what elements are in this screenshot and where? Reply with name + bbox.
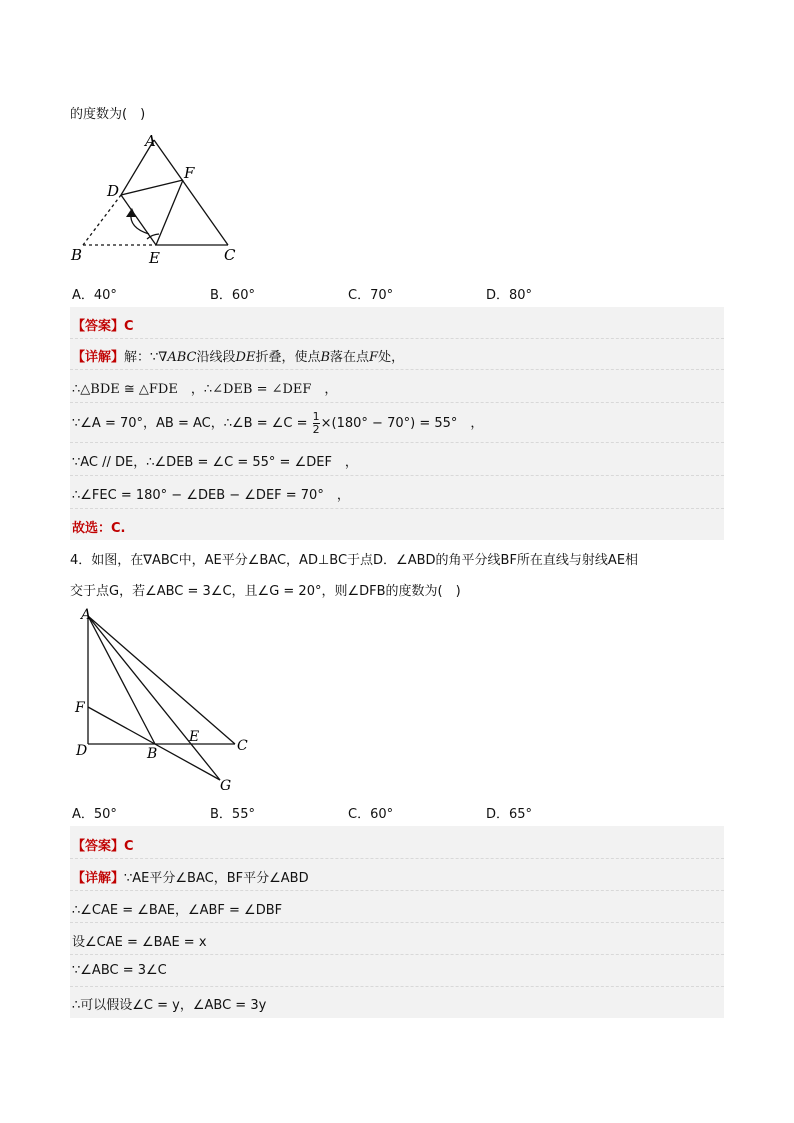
q3-l3-b: ×(180° − 70°) = 55° ，	[320, 416, 484, 431]
q4-answer-value: C	[124, 839, 134, 854]
q3-stem-tail: 的度数为( )	[70, 107, 146, 122]
q3-l1-b: ∇ABC	[158, 350, 197, 365]
q4-answer-row	[70, 826, 724, 859]
q4-l1: ∵AE平分∠BAC，BF平分∠ABD	[124, 871, 309, 886]
q4-detail-row-2	[70, 890, 724, 923]
q4-answer-tag: 【答案】	[72, 839, 125, 854]
q3-answer-row	[70, 307, 724, 339]
q3-detail-row-5	[70, 475, 724, 509]
q3-l1-a: 解：∵	[124, 350, 159, 365]
q3-l6: 故选：C.	[72, 521, 126, 536]
label-D: D	[76, 743, 88, 759]
q3-detail-row-6	[70, 508, 724, 540]
q4-l2: ∴∠CAE = ∠BAE，∠ABF = ∠DBF	[72, 903, 283, 918]
q3-detail-row-2	[70, 369, 724, 403]
q4-detail-tag: 【详解】	[72, 871, 125, 886]
q3-l3-a: ∵∠A = 70°，AB = AC，∴∠B = ∠C =	[72, 416, 308, 431]
q3-detail-tag: 【详解】	[72, 350, 125, 365]
q3-option-d: D．80°	[486, 288, 533, 303]
q4-option-d: D．65°	[486, 807, 533, 822]
label-D: D	[107, 182, 120, 200]
q4-option-c: C．60°	[348, 807, 394, 822]
label-E: E	[149, 249, 160, 267]
q3-l5: ∴∠FEC = 180° − ∠DEB − ∠DEF = 70° ，	[72, 488, 350, 503]
q4-l3: 设∠CAE = ∠BAE = x	[72, 935, 207, 950]
q3-l1-d: DE	[235, 350, 256, 365]
q4-stem-line-1: 4．如图，在∇ABC中，AE平分∠BAC，AD⊥BC于点D．∠ABD的角平分线BF所在直线与射线AE相	[70, 553, 639, 568]
q4-detail-row-4	[70, 954, 724, 987]
q4-stem-line-2: 交于点G，若∠ABC = 3∠C，且∠G = 20°，则∠DFB的度数为( )	[70, 584, 461, 599]
q4-l4: ∵∠ABC = 3∠C	[72, 963, 167, 978]
q3-answer-tag: 【答案】	[72, 319, 125, 334]
label-B: B	[147, 746, 158, 762]
q4-option-b: B．55°	[210, 807, 255, 822]
label-C: C	[224, 246, 236, 264]
segment-EF	[156, 180, 183, 245]
label-G: G	[220, 778, 232, 794]
q3-l2: ∴△BDE ≅ △FDE ，∴∠DEB = ∠DEF ，	[72, 382, 338, 397]
label-F: F	[75, 700, 85, 716]
q3-detail-row-1	[70, 338, 724, 370]
q3-l1-c: 沿线段	[196, 350, 236, 365]
q4-l5: ∴可以假设∠C = y，∠ABC = 3y	[72, 998, 267, 1013]
q3-figure	[66, 128, 256, 268]
q3-l4: ∵AC // DE，∴∠DEB = ∠C = 55° = ∠DEF ，	[72, 455, 358, 470]
q4-figure	[70, 604, 260, 794]
q3-fraction	[313, 411, 320, 436]
segment-AC	[154, 140, 228, 245]
segment-AC	[88, 616, 235, 744]
q3-l1-i: 处，	[378, 350, 405, 365]
segment-DF	[121, 180, 183, 195]
q3-detail-row-3	[70, 402, 724, 443]
label-F: F	[184, 164, 195, 182]
q3-detail-row-4	[70, 442, 724, 476]
q3-option-a: A．40°	[72, 288, 117, 303]
q4-option-a: A．50°	[72, 807, 117, 822]
q4-detail-row-3	[70, 922, 724, 955]
label-A: A	[81, 607, 92, 623]
label-A: A	[145, 132, 156, 150]
q4-detail-row-1	[70, 858, 724, 891]
label-B: B	[71, 246, 83, 264]
label-C: C	[237, 738, 248, 754]
q3-frac-den: 2	[312, 423, 320, 436]
q3-frac-num: 1	[312, 410, 320, 423]
q3-l1-f: B	[320, 350, 331, 365]
q3-answer-value: C	[124, 319, 134, 334]
q3-l1-e: 折叠，使点	[255, 350, 321, 365]
segment-DB-dashed	[83, 195, 121, 245]
q4-detail-row-5	[70, 986, 724, 1018]
q3-l1-g: 落在点	[330, 350, 370, 365]
q4-answer-box	[70, 826, 724, 1018]
q3-option-c: C．70°	[348, 288, 394, 303]
q3-answer-box	[70, 307, 724, 540]
label-E: E	[189, 729, 200, 745]
q3-l1-h: F	[369, 350, 379, 365]
q3-option-b: B．60°	[210, 288, 255, 303]
segment-DE	[121, 195, 156, 245]
